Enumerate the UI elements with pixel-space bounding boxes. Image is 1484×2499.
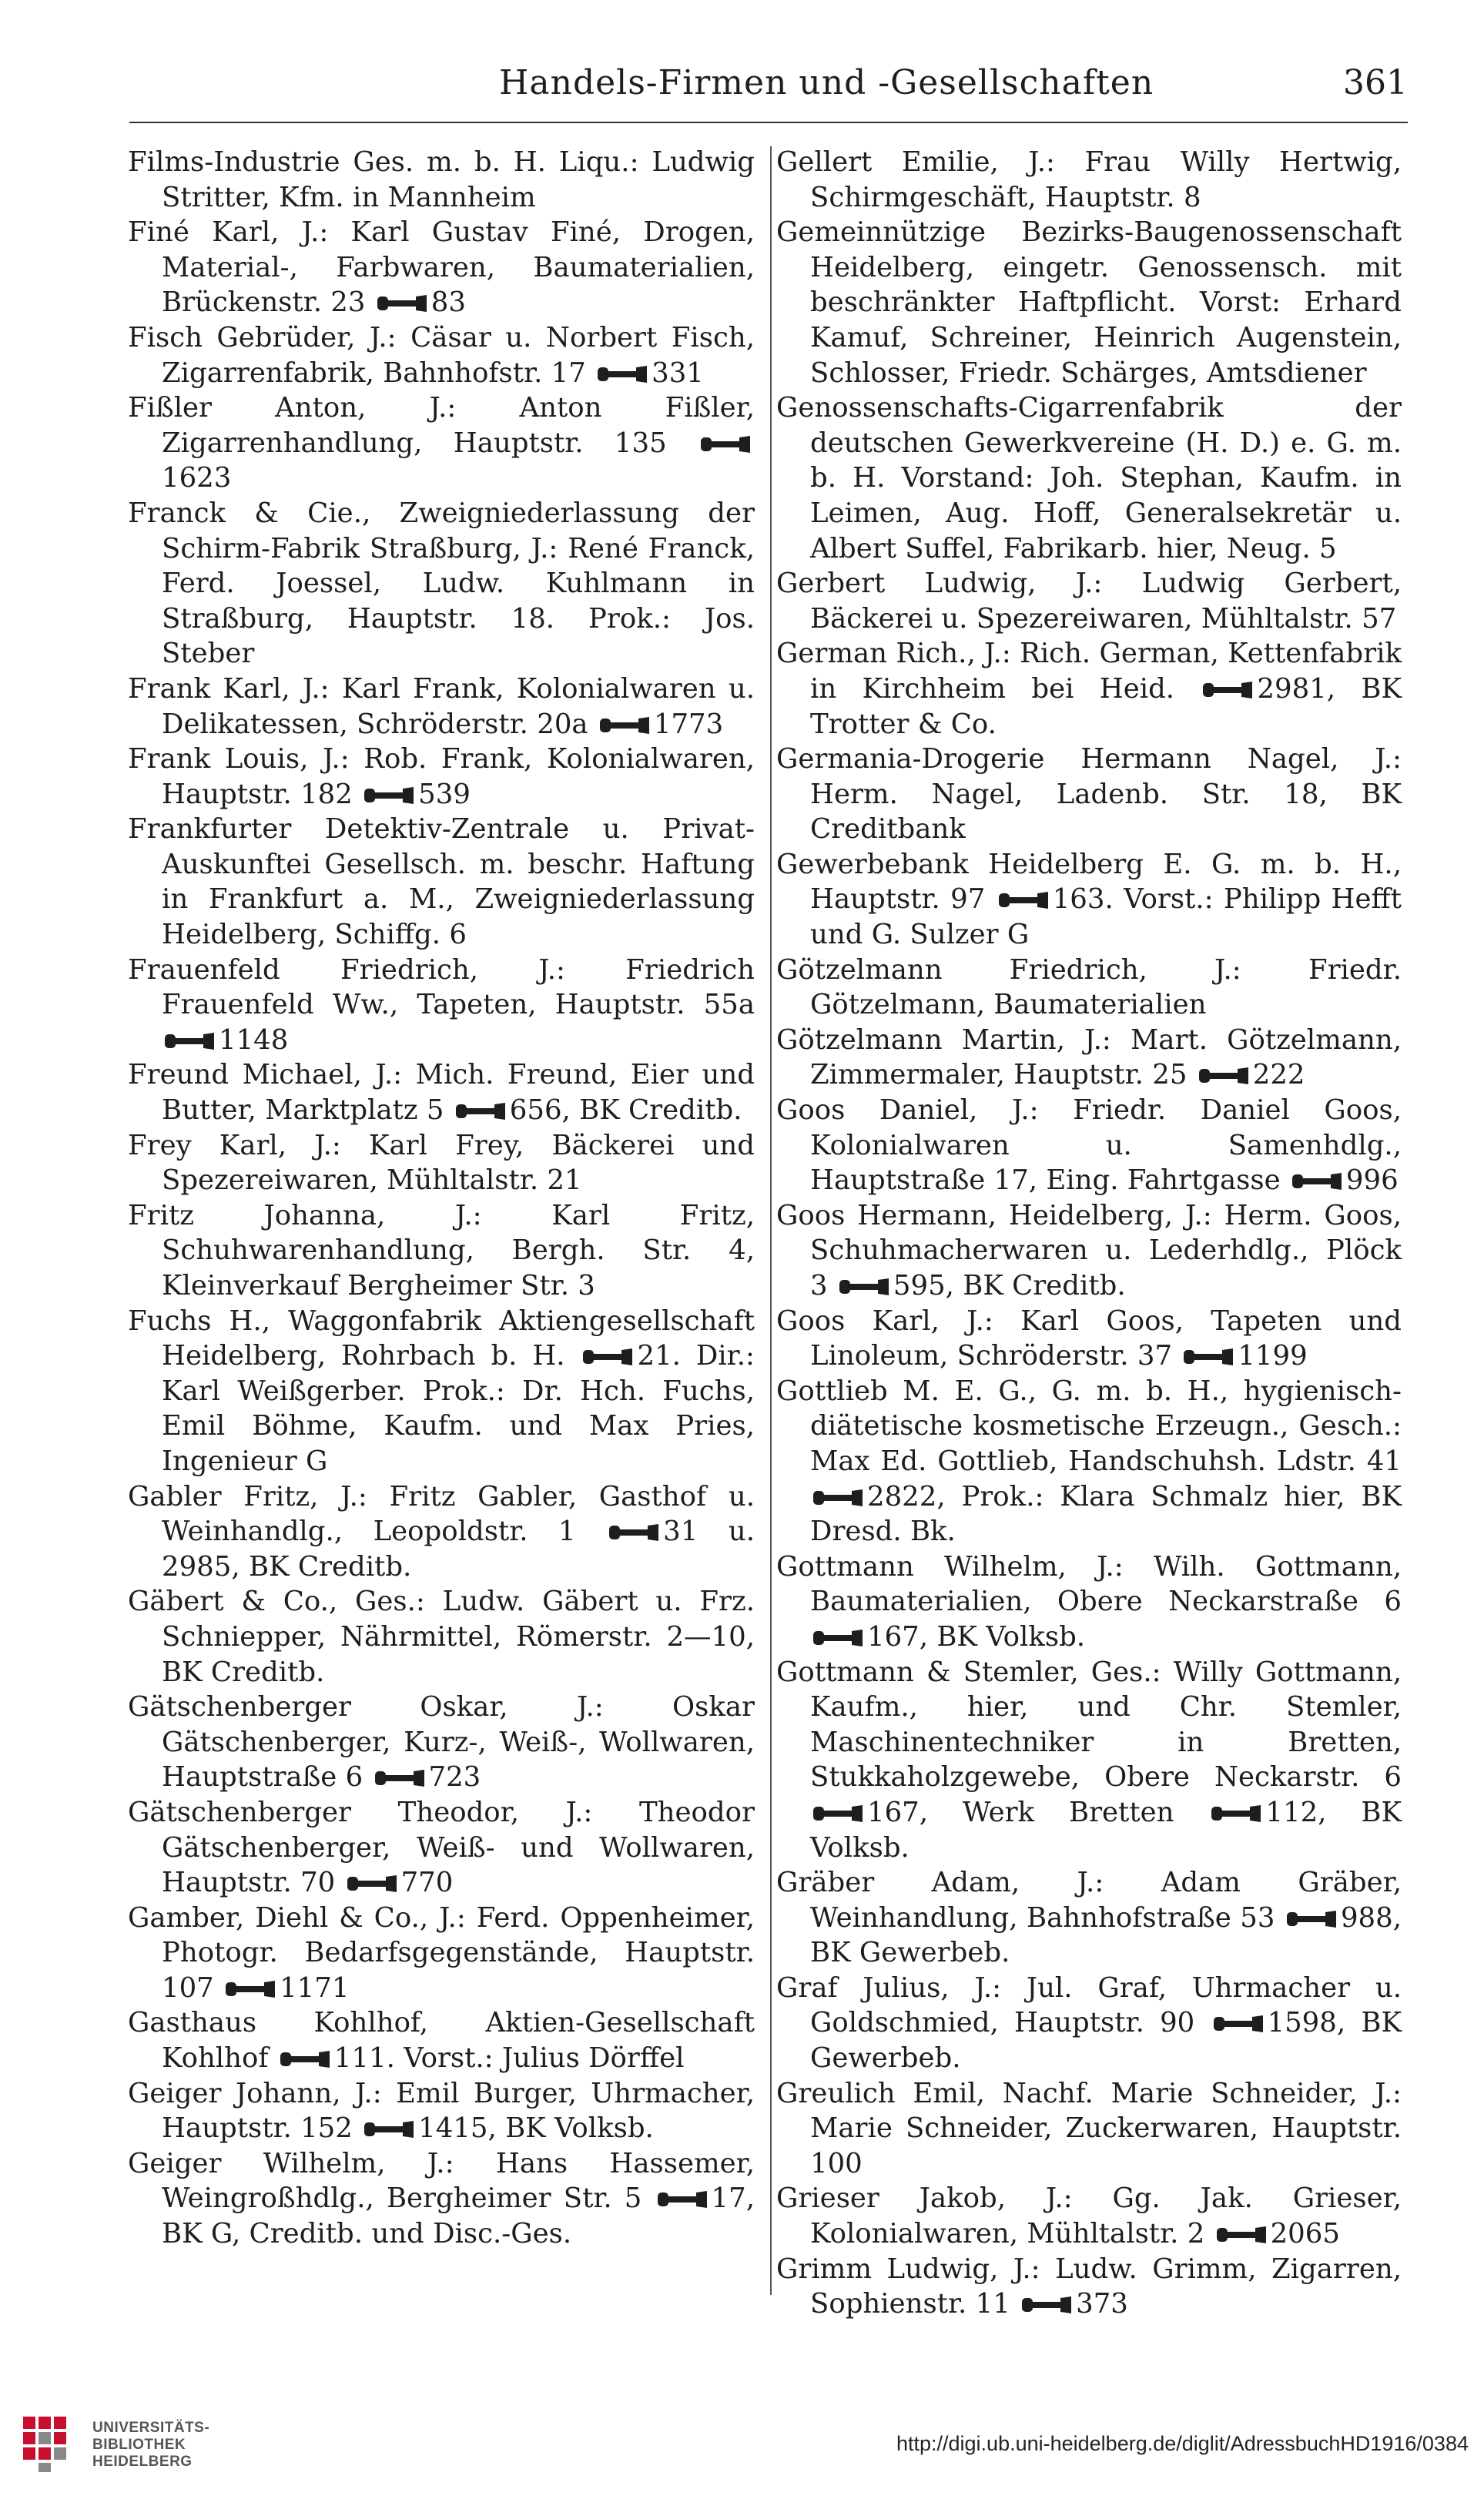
entry-text: Gellert Emilie, J.: Frau Willy Hertwig, Schirmgeschäft, Hauptstr. 8 xyxy=(776,146,1402,213)
telephone-icon xyxy=(812,1804,864,1824)
telephone-icon xyxy=(699,434,752,454)
telephone-number: 595, xyxy=(893,1270,954,1301)
telephone-number: 17, xyxy=(711,2182,755,2215)
telephone-number: 111. xyxy=(333,2042,395,2075)
entry-text: Goos Daniel, J.: Friedr. Daniel Goos, Kolonialwaren u. Samenhdlg., Hauptstraße 17, Eing. Fahrtgasse xyxy=(776,1094,1402,1197)
directory-entry xyxy=(776,847,1402,953)
page-header xyxy=(129,63,1408,117)
telephone-number: 996 xyxy=(1345,1164,1399,1197)
telephone-number: 2981, xyxy=(1257,672,1336,705)
entry-text: Geiger Johann, J.: Emil Burger, Uhrmacher, Hauptstr. 152 xyxy=(128,2077,755,2145)
column-divider xyxy=(770,146,772,2295)
telephone-number: 770 xyxy=(400,1867,454,1899)
entry-text: Frey Karl, J.: Karl Frey, Bäckerei und Spezereiwaren, Mühltalstr. 21 xyxy=(128,1129,755,1197)
telephone-icon xyxy=(997,890,1050,910)
telephone-icon xyxy=(1198,1066,1250,1086)
directory-entry xyxy=(128,2146,755,2252)
telephone-icon xyxy=(374,1768,426,1788)
entry-text: Geiger Wilhelm, J.: Hans Hassemer, Weingroßhdlg., Bergheimer Str. 5 xyxy=(128,2147,755,2215)
entry-text: Gemeinnützige Bezirks-Baugenossenschaft Heidelberg, eingetr. Genossensch. mit beschränkter Haftpflicht. Vorst: Erhard Kamuf, Schreiner, Heinrich Augenstein, Schlosser, Friedr. Schärges, Amtsdiener xyxy=(776,216,1402,389)
entry-text-continued: BK Creditb. xyxy=(579,1094,742,1127)
entry-text: Gerbert Ludwig, J.: Ludwig Gerbert, Bäckerei u. Spezereiwaren, Mühltalstr. 57 xyxy=(776,568,1402,635)
telephone-icon xyxy=(1201,680,1254,700)
telephone-number: 31 u. 2985, xyxy=(162,1516,755,1583)
entry-text: Gäbert & Co., Ges.: Ludw. Gäbert u. Frz. Schniepper, Nährmittel, Römerstr. 2—10, BK Creditb. xyxy=(128,1586,755,1688)
directory-entry xyxy=(128,2005,755,2075)
directory-entry xyxy=(776,1304,1402,1374)
telephone-icon xyxy=(812,1628,864,1648)
entry-text-continued: BK Volksb. xyxy=(505,2112,654,2145)
entry-text: Fritz Johanna, J.: Karl Fritz, Schuhwarenhandlung, Bergh. Str. 4, Kleinverkauf Bergheimer Str. 3 xyxy=(128,1199,755,1301)
entry-text-continued: BK Gewerbeb. xyxy=(810,2007,1402,2075)
source-url-link[interactable]: http://digi.ub.uni-heidelberg.de/diglit/AdressbuchHD1916/0384 xyxy=(896,2432,1469,2455)
header-rule xyxy=(129,122,1408,123)
telephone-icon xyxy=(224,1979,276,1999)
directory-entry xyxy=(128,672,755,742)
telephone-icon xyxy=(581,1347,634,1367)
directory-entry xyxy=(128,953,755,1058)
directory-entry xyxy=(128,390,755,496)
entry-text: Frank Karl, J.: Karl Frank, Kolonialwaren u. Delikatessen, Schröderstr. 20a xyxy=(128,672,755,740)
entry-text: Frankfurter Detektiv-Zentrale u. Privat-Auskunftei Gesellsch. m. beschr. Haftung in Frankfurt a. M., Zweigniederlassung Heidelberg, Schiffg. 6 xyxy=(128,813,755,951)
entry-text: Frauenfeld Friedrich, J.: Friedrich Frauenfeld Ww., Tapeten, Hauptstr. 55a xyxy=(128,953,755,1021)
directory-entry xyxy=(776,1374,1402,1549)
entry-text: Freund Michael, J.: Mich. Freund, Eier und Butter, Marktplatz 5 xyxy=(128,1059,755,1127)
library-logo-icon xyxy=(15,2409,85,2478)
directory-entry xyxy=(776,636,1402,742)
page-title: Handels-Firmen und -Gesellschaften xyxy=(499,63,1154,102)
directory-entry xyxy=(776,1023,1402,1093)
entry-text: Gätschenberger Theodor, J.: Theodor Gätschenberger, Weiß- und Wollwaren, Hauptstr. 70 xyxy=(128,1796,755,1899)
directory-entry xyxy=(128,1690,755,1795)
entry-text: Frank Louis, J.: Rob. Frank, Kolonialwaren, Hauptstr. 182 xyxy=(128,743,755,810)
directory-entry xyxy=(128,496,755,672)
entry-text: Gätschenberger Oskar, J.: Oskar Gätschenberger, Kurz-, Weiß-, Wollwaren, Hauptstraße 6 xyxy=(128,1691,755,1794)
telephone-number: 222 xyxy=(1252,1059,1305,1091)
logo-line-2: BIBLIOTHEK xyxy=(92,2437,186,2453)
directory-entry xyxy=(776,1865,1402,1971)
telephone-number: 1199 xyxy=(1238,1340,1308,1372)
telephone-icon xyxy=(363,786,415,806)
directory-entry xyxy=(776,145,1402,215)
entry-text: Grieser Jakob, J.: Gg. Jak. Grieser, Kolonialwaren, Mühltalstr. 2 xyxy=(776,2182,1402,2250)
directory-entry xyxy=(128,1795,755,1901)
telephone-number: 723 xyxy=(428,1761,481,1794)
entry-text: Goos Karl, J.: Karl Goos, Tapeten und Linoleum, Schröderstr. 37 xyxy=(776,1305,1402,1372)
entry-text: Fuchs H., Waggonfabrik Aktiengesellschaft Heidelberg, Rohrbach b. H. xyxy=(128,1305,755,1372)
entry-text: Germania-Drogerie Hermann Nagel, J.: Herm. Nagel, Ladenb. Str. 18, BK Creditbank xyxy=(776,743,1402,846)
telephone-icon xyxy=(346,1874,398,1894)
telephone-icon xyxy=(1215,2225,1268,2245)
directory-entry xyxy=(128,320,755,390)
directory-entry xyxy=(128,1479,755,1585)
directory-entry xyxy=(776,1971,1402,2076)
telephone-number: 1415, xyxy=(418,2112,497,2145)
directory-entry xyxy=(776,390,1402,566)
directory-entry xyxy=(776,215,1402,390)
entry-text: Grimm Ludwig, J.: Ludw. Grimm, Zigarren, Sophienstr. 11 xyxy=(776,2253,1402,2320)
directory-entry xyxy=(128,1198,755,1304)
entry-text: Gewerbebank Heidelberg E. G. m. b. H., Hauptstr. 97 xyxy=(776,848,1402,916)
telephone-icon xyxy=(1210,1804,1262,1824)
entry-text-continued: BK Volksb. xyxy=(936,1620,1086,1653)
entry-text: Genossenschafts-Cigarrenfabrik der deutschen Gewerkvereine (H. D.) e. G. m. b. H. Vorstand: Joh. Stephan, Kaufm. in Leimen, Aug. Hoff, Generalsekretär u. Albert Suffel, Fabrikarb. hier, Neug. 5 xyxy=(776,392,1402,564)
directory-entry xyxy=(776,742,1402,847)
library-logo xyxy=(15,2409,216,2494)
telephone-icon xyxy=(1020,2295,1073,2315)
telephone-icon xyxy=(454,1101,507,1121)
entry-text: Gabler Fritz, J.: Fritz Gabler, Gasthof u. Weinhandlg., Leopoldstr. 1 xyxy=(128,1480,755,1548)
entry-text: Götzelmann Martin, J.: Mart. Götzelmann, Zimmermaler, Hauptstr. 25 xyxy=(776,1023,1402,1091)
telephone-icon xyxy=(812,1488,864,1508)
telephone-icon xyxy=(838,1277,890,1297)
logo-line-1: UNIVERSITÄTS- xyxy=(92,2420,210,2436)
directory-entry xyxy=(776,953,1402,1023)
entry-text: Goos Hermann, Heidelberg, J.: Herm. Goos, Schuhmacherwaren u. Lederhdlg., Plöck 3 xyxy=(776,1199,1402,1301)
entry-text-continued: Werk Bretten xyxy=(962,1796,1174,1828)
telephone-icon xyxy=(1182,1347,1234,1367)
left-column xyxy=(128,145,755,2252)
entry-text-continued: BK G, Creditb. und Disc.-Ges. xyxy=(162,2218,572,2250)
telephone-number: 83 xyxy=(430,286,466,319)
entry-text-continued: Vorst.: Philipp Hefft und G. Sulzer G xyxy=(810,883,1402,951)
telephone-number: 539 xyxy=(418,778,471,810)
telephone-number: 1623 xyxy=(162,462,232,494)
telephone-number: 1598, xyxy=(1267,2007,1346,2039)
entry-text-continued: Dir.: Karl Weißgerber. Prok.: Dr. Hch. Fuchs, Emil Böhme, Kaufm. und Max Pries, Ingenieur G xyxy=(162,1340,755,1477)
entry-text: Gasthaus Kohlhof, Aktien-Gesellschaft Kohlhof xyxy=(128,2007,755,2075)
directory-entry xyxy=(776,1655,1402,1866)
telephone-number: 656, xyxy=(509,1094,571,1127)
telephone-number: 167, xyxy=(867,1620,929,1653)
telephone-icon xyxy=(1212,2014,1265,2034)
telephone-icon xyxy=(376,293,428,313)
directory-entry xyxy=(128,1128,755,1198)
telephone-icon xyxy=(598,715,651,735)
directory-entry xyxy=(776,1198,1402,1304)
entry-text: Gottmann & Stemler, Ges.: Willy Gottmann, Kaufm., hier, und Chr. Stemler, Maschinentechniker in Bretten, Stukkaholzgewebe, Obere Neckarstr. 6 xyxy=(776,1656,1402,1794)
telephone-number: 1171 xyxy=(280,1971,350,2004)
telephone-icon xyxy=(1291,1171,1343,1191)
entry-text: Fisch Gebrüder, J.: Cäsar u. Norbert Fisch, Zigarrenfabrik, Bahnhofstr. 17 xyxy=(128,321,755,389)
telephone-number: 373 xyxy=(1076,2288,1128,2320)
directory-entry xyxy=(776,2076,1402,2182)
telephone-number: 2822, xyxy=(867,1480,946,1512)
telephone-number: 167, xyxy=(867,1796,929,1828)
entry-text: Gamber, Diehl & Co., J.: Ferd. Oppenheimer, Photogr. Bedarfsgegenstände, Hauptstr. 107 xyxy=(128,1901,755,2004)
directory-entry xyxy=(776,2181,1402,2251)
logo-line-3: HEIDELBERG xyxy=(92,2454,193,2470)
entry-text: Götzelmann Friedrich, J.: Friedr. Götzelmann, Baumaterialien xyxy=(776,953,1402,1021)
telephone-icon xyxy=(656,2189,709,2209)
library-logo-text xyxy=(92,2420,209,2471)
directory-entry xyxy=(128,2076,755,2146)
entry-text: Gräber Adam, J.: Adam Gräber, Weinhandlung, Bahnhofstraße 53 xyxy=(776,1867,1402,1934)
entry-text-continued: Prok.: Klara Schmalz hier, BK Dresd. Bk. xyxy=(810,1480,1402,1548)
telephone-icon xyxy=(1285,1909,1338,1929)
entry-text-continued: BK Creditb. xyxy=(963,1270,1126,1301)
right-column xyxy=(776,145,1402,2322)
directory-entry xyxy=(128,215,755,320)
entry-text: Franck & Cie., Zweigniederlassung der Schirm-Fabrik Straßburg, J.: René Franck, Ferd. Joessel, Ludw. Kuhlmann in Straßburg, Hauptstr. 18. Prok.: Jos. Steber xyxy=(128,497,755,670)
entry-text-continued: BK Trotter & Co. xyxy=(810,672,1402,740)
directory-entry xyxy=(776,566,1402,636)
entry-text: Finé Karl, J.: Karl Gustav Finé, Drogen, Material-, Farbwaren, Baumaterialien, Brückenstr. 23 xyxy=(128,216,755,319)
telephone-number: 331 xyxy=(652,357,704,389)
telephone-number: 1773 xyxy=(653,708,724,740)
telephone-number: 2065 xyxy=(1270,2218,1340,2250)
telephone-icon xyxy=(363,2119,415,2139)
telephone-number: 163. xyxy=(1052,883,1114,916)
directory-entry xyxy=(776,2252,1402,2322)
directory-entry xyxy=(128,1901,755,2006)
directory-entry xyxy=(128,1057,755,1127)
directory-entry xyxy=(128,1304,755,1479)
entry-text-continued: BK Creditb. xyxy=(248,1550,412,1583)
telephone-icon xyxy=(279,2049,331,2069)
entry-text: Films-Industrie Ges. m. b. H. Liqu.: Ludwig Stritter, Kfm. in Mannheim xyxy=(128,146,755,213)
directory-entry xyxy=(128,145,755,215)
telephone-number: 112, xyxy=(1265,1796,1327,1828)
page-number: 361 xyxy=(1343,63,1408,102)
entry-text: German Rich., J.: Rich. German, Kettenfabrik in Kirchheim bei Heid. xyxy=(776,638,1402,705)
directory-entry xyxy=(128,1584,755,1690)
entry-text: Graf Julius, J.: Jul. Graf, Uhrmacher u. Goldschmied, Hauptstr. 90 xyxy=(776,1971,1402,2039)
entry-text: Gottlieb M. E. G., G. m. b. H., hygienisch-diätetische kosmetische Erzeugn., Gesch.: Max Ed. Gottlieb, Handschuhsh. Ldstr. 41 xyxy=(776,1375,1402,1477)
entry-text: Greulich Emil, Nachf. Marie Schneider, J.: Marie Schneider, Zuckerwaren, Hauptstr. 100 xyxy=(776,2077,1402,2179)
entry-text-continued: BK Gewerbeb. xyxy=(810,1937,1010,1969)
entry-text: Gottmann Wilhelm, J.: Wilh. Gottmann, Baumaterialien, Obere Neckarstraße 6 xyxy=(776,1550,1402,1618)
entry-text-continued: BK Volksb. xyxy=(810,1796,1402,1864)
telephone-icon xyxy=(163,1031,216,1051)
directory-entry xyxy=(776,1093,1402,1198)
telephone-icon xyxy=(596,364,648,384)
telephone-number: 1148 xyxy=(219,1023,289,1056)
page-footer xyxy=(0,2387,1484,2499)
entry-text: Fißler Anton, J.: Anton Fißler, Zigarrenhandlung, Hauptstr. 135 xyxy=(128,392,755,459)
directory-entry xyxy=(128,812,755,952)
telephone-number: 21. xyxy=(637,1340,681,1372)
telephone-icon xyxy=(608,1523,660,1543)
telephone-number: 988, xyxy=(1340,1901,1402,1934)
directory-entry xyxy=(128,742,755,812)
directory-entry xyxy=(776,1549,1402,1655)
entry-text-continued: Vorst.: Julius Dörffel xyxy=(404,2042,685,2075)
